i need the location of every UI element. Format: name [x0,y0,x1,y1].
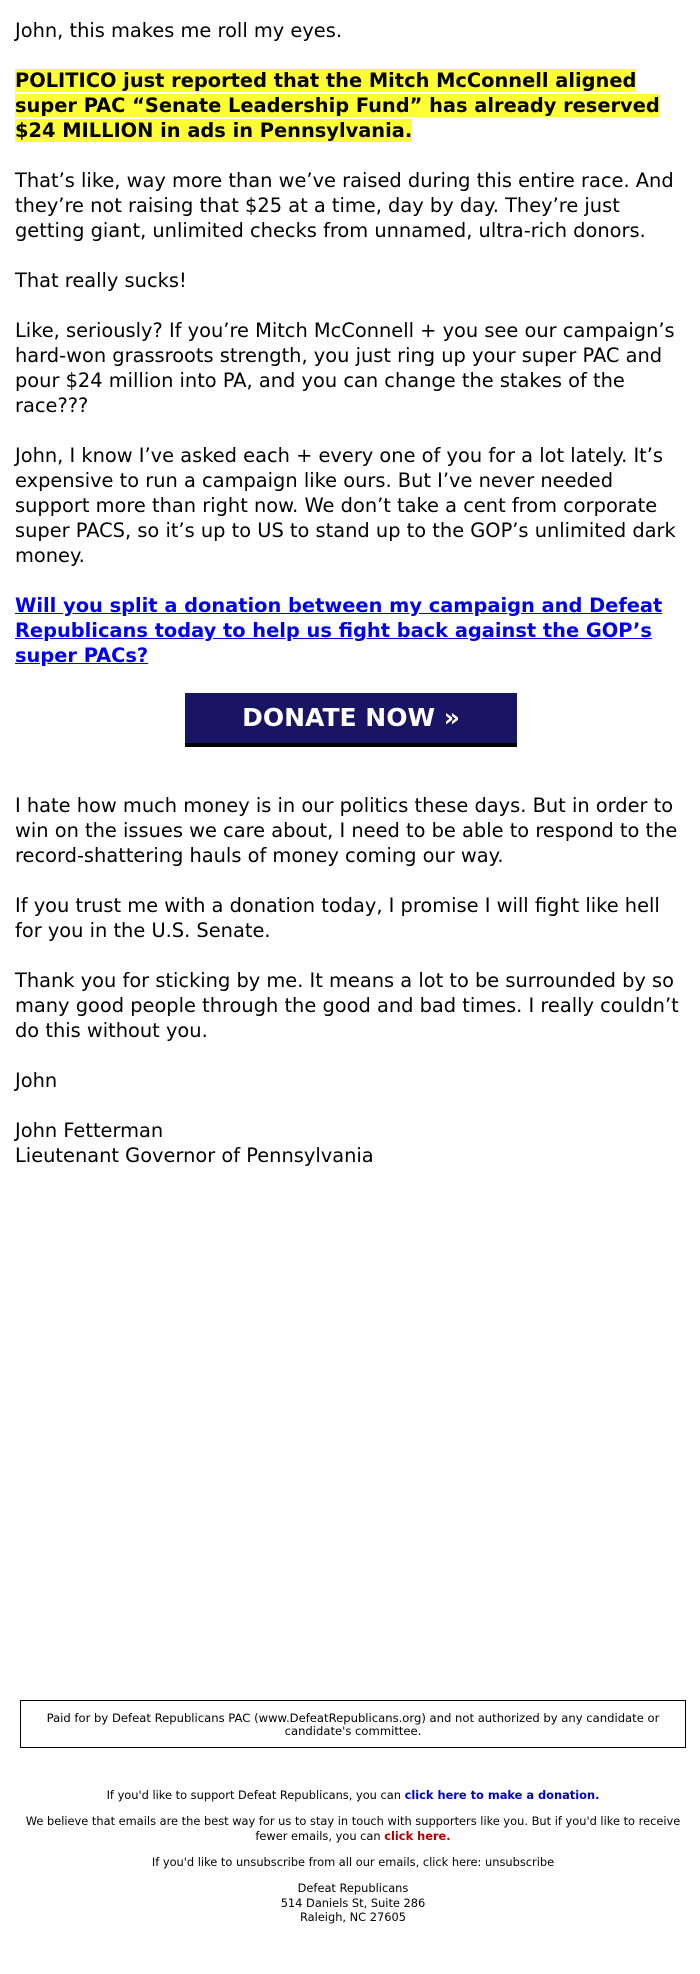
body-paragraph-1: That’s like, way more than we’ve raised during this entire race. And they’re not raising that $25 at a time, day by day. They’re just getting giant, unlimited checks from unnamed, ultra-rich donors. [15,169,674,242]
unsubscribe-text: If you'd like to unsubscribe from all our emails, click here: [151,1855,482,1869]
mailing-address [20,1881,686,1925]
donation-link[interactable]: Will you split a donation between my campaign and Defeat Republicans today to help us fight back against the GOP’s super PACs? [15,594,663,667]
body-paragraph-2: That really sucks! [15,269,187,292]
highlighted-text: POLITICO just reported that the Mitch McConnell aligned super PAC “Senate Leadership Fund” has already reserved $24 MILLION in ads in Pennsylvania. [15,69,660,142]
unsubscribe-line [20,1855,686,1870]
support-text: If you'd like to support Defeat Republicans, you can [106,1788,401,1802]
fewer-emails-line [20,1814,686,1844]
body-paragraph-3: Like, seriously? If you’re Mitch McConnell + you see our campaign’s hard-won grassroots strength, you just ring up your super PAC and pour $24 million into PA, and you can change the stakes of the race??? [15,319,675,417]
body-paragraph-5: I hate how much money is in our politics these days. But in order to win on the issues we care about, I need to be able to respond to the record-shattering hauls of money coming our way. [15,794,678,867]
unsubscribe-link[interactable]: unsubscribe [485,1855,555,1869]
donate-button-container [15,693,687,747]
footer [20,1788,686,1925]
address-org: Defeat Republicans [297,1881,409,1895]
body-paragraph-4: John, I know I’ve asked each + every one of you for a lot lately. It’s expensive to run a campaign like ours. But I’ve never needed support more than right now. We don’t take a cent from corporate super PACS, so it’s up to US to stand up to the GOP’s unlimited dark money. [15,444,676,567]
greeting: John, this makes me roll my eyes. [15,19,342,42]
address-city: Raleigh, NC 27605 [299,1910,406,1924]
support-line [20,1788,686,1803]
fewer-emails-text: We believe that emails are the best way for us to stay in touch with supporters like you. But if you'd like to receive fewer emails, you can [25,1814,681,1843]
signature-name: John Fetterman [15,1119,164,1142]
paid-for-disclaimer: Paid for by Defeat Republicans PAC (www.DefeatRepublicans.org) and not authorized by any candidate or candidate's committee. [20,1700,686,1748]
donate-now-button[interactable]: DONATE NOW » [185,693,517,747]
highlight-paragraph [15,68,687,143]
cta-paragraph [15,593,687,668]
signature [15,1118,687,1168]
make-donation-link[interactable]: click here to make a donation. [404,1788,600,1802]
signature-title: Lieutenant Governor of Pennsylvania [15,1144,374,1167]
signoff: John [15,1069,58,1092]
body-paragraph-6: If you trust me with a donation today, I promise I will fight like hell for you in the U.S. Senate. [15,894,660,942]
body-paragraph-7: Thank you for sticking by me. It means a lot to be surrounded by so many good people through the good and bad times. I really couldn’t do this without you. [15,969,679,1042]
fewer-emails-link[interactable]: click here. [384,1829,451,1843]
email-body [15,18,687,1193]
address-street: 514 Daniels St, Suite 286 [280,1895,426,1910]
